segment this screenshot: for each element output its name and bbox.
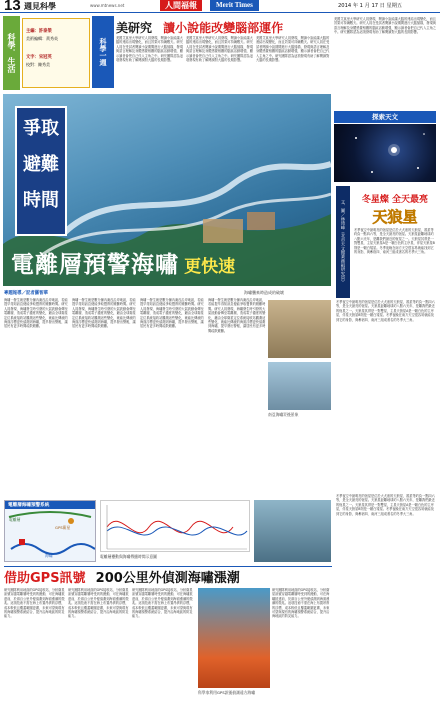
story1-title: 讀小說能改變腦部運作 [163, 21, 284, 35]
tsunami-photo-3 [268, 362, 331, 410]
masthead: 人間福報 [160, 0, 202, 11]
tsunami-photo-2 [268, 300, 331, 358]
sky-photo [334, 124, 436, 182]
vertical-title-3: 時間 [23, 190, 59, 211]
story1-body-col1: 美國艾莫里大學研究人員發現，閱讀小說能讓大腦的連結出現變化，而且效果可持續數天。研究人員在受試者閱讀小說期間進行大腦掃描，發現與語言理解及身體感覺相關的腦區活動增強，顯示讀者會把自己代入主角之中。研究團隊認為這項發現有助了解閱讀對大腦的長期影響。 [116, 36, 183, 63]
story3-body-col2: 研究團隊利用地面的GPS接收站，分析衛星訊號穿越電離層時受到的擾動，可在海嘯抵達前，於兩百公里外便偵測到海面漲潮的徵兆。這項技術不需在海上布置昂貴的浮標，成本較低且覆蓋範圍更廣，未來可望與現有的海嘯預警系統結合，提升沿海地區的防災能力。 [68, 588, 129, 619]
diagram-label-tsunami: 海嘯 [45, 553, 53, 558]
diagram-label-gps: GPS衛星 [55, 525, 71, 530]
credit-writer: 文字：宋冠英 [26, 55, 52, 60]
credit-designer: 美術編輯：黃秀英 [26, 36, 58, 41]
diagram-box [4, 500, 96, 562]
wave-chart-art [101, 501, 251, 553]
sky-headline-1: 冬星燦 全天最亮 [361, 195, 429, 205]
side-section-strip [3, 16, 20, 90]
story2-body-col2: 海嘯一發生就是數分鐘內淹沒沿岸地區，若能提早得知訊息便能爭取寶貴的避難時間。研究人員發現，海嘯發生時引發的大氣波動會傳至電離層，造成電子濃度的變化，藉由全球衛星定位系統接收站觀測這些變化，就能比傳統的海面浮標更快偵測到海嘯，提早發出警報，讓居民有更多時間疏散避難。 [72, 298, 136, 329]
story3-body-col3: 研究團隊利用地面的GPS接收站，分析衛星訊號穿越電離層時受到的擾動，可在海嘯抵達前，於兩百公里外便偵測到海面漲潮的徵兆。這項技術不需在海上布置昂貴的浮標，成本較低且覆蓋範圍更廣，未來可望與現有的海嘯預警系統結合，提升沿海地區的防災能力。 [132, 588, 193, 619]
sky-body-1: 冬季夜空中最明亮的恆星是位於大犬座的天狼星，視星等約負一點四六等，是全天最亮的恆星。天狼星距離地球約八點六光年，是離我們最近的恆星之一。天狼星其實是一對雙星，主星天狼星A是一顆白色的主序星，伴星天狼星B則是一顆白矮星。冬季夜晚在南方天空很容易就能找到它的身影，與參宿四、南河三組成著名的冬季大三角。 [354, 228, 435, 255]
sky-headline-2: 天狼星 [372, 208, 418, 226]
story2-body-col1: 海嘯一發生就是數分鐘內淹沒沿岸地區，若能提早得知訊息便能爭取寶貴的避難時間。研究人員發現，海嘯發生時引發的大氣波動會傳至電離層，造成電子濃度的變化，藉由全球衛星定位系統接收站觀測這些變化，就能比傳統的海面浮標更快偵測到海嘯，提早發出警報，讓居民有更多時間疏散避難。 [4, 298, 68, 329]
story3-tag: 借助GPS訊號 [4, 571, 86, 586]
story3-photo [198, 588, 270, 688]
section-tag-label: 科學一週 [99, 38, 107, 66]
masthead-en: Merit Times [210, 0, 259, 11]
story2-body-col3: 海嘯一發生就是數分鐘內淹沒沿岸地區，若能提早得知訊息便能爭取寶貴的避難時間。研究人員發現，海嘯發生時引發的大氣波動會傳至電離層，造成電子濃度的變化，藉由全球衛星定位系統接收站觀測這些變化，就能比傳統的海面浮標更快偵測到海嘯，提早發出警報，讓居民有更多時間疏散避難。 [140, 298, 204, 329]
sky-author: 文．圖／林琦峰（北市天文館業務組研究員） [341, 200, 346, 284]
site-url: www.mtnews.net [90, 3, 125, 8]
right-top-body: 美國艾莫里大學研究人員發現，閱讀小說能讓大腦的連結出現變化，而且效果可持續數天。研究人員在受試者閱讀小說期間進行大腦掃描，發現與語言理解及身體感覺相關的腦區活動增強，顯示讀者會把自己代入主角之中。研究團隊認為這項發現有助了解閱讀對大腦的長期影響。 [334, 17, 436, 35]
wave-chart [100, 500, 250, 552]
credit-proof: 校對：陳秀美 [26, 62, 50, 67]
vertical-title-box [15, 106, 67, 236]
story3-body-col1: 研究團隊利用地面的GPS接收站，分析衛星訊號穿越電離層時受到的擾動，可在海嘯抵達前，於兩百公里外便偵測到海面漲潮的徵兆。這項技術不需在海上布置昂貴的浮標，成本較低且覆蓋範圍更廣，未來可望與現有的海嘯預警系統結合，提升沿海地區的防災能力。 [4, 588, 65, 619]
sky-column-header [334, 111, 436, 123]
hero-photo [3, 94, 331, 286]
photo-caption-2: 南亞海嘯災後景象 [268, 412, 299, 417]
section-name: 週見科學 [24, 2, 56, 11]
diagram-label-ionosphere: 電離層 [9, 517, 21, 522]
issue-date: 2014 年 1 月 17 日 星期五 [338, 3, 403, 9]
story2-title-main: 電離層預警海嘯 [11, 252, 179, 278]
story1-headline [116, 17, 332, 33]
credit-editor: 主編：許泰榮 [26, 29, 52, 34]
story2-byline: 專題報導／記者羅智華 [4, 291, 48, 296]
sky-vertical-author [336, 186, 350, 298]
story1-kicker: 美研究 [116, 21, 153, 35]
side-section-label: 科學．生活 [7, 33, 16, 73]
page-header [0, 0, 440, 13]
sky-body-2: 冬季夜空中最明亮的恆星是位於大犬座的天狼星，視星等約負一點四六等，是全天最亮的恆星。天狼星距離地球約八點六光年，是離我們最近的恆星之一。天狼星其實是一對雙星，主星天狼星A是一顆白色的主序星，伴星天狼星B則是一顆白矮星。冬季夜晚在南方天空很容易就能找到它的身影，與參宿四、南河三組成著名的冬季大三角。 [336, 300, 435, 322]
photo-caption-1: 海嘯襲來時造成的破壞 [244, 290, 284, 295]
tsunami-photo-4 [254, 500, 331, 562]
story2-body-col4: 海嘯一發生就是數分鐘內淹沒沿岸地區，若能提早得知訊息便能爭取寶貴的避難時間。研究人員發現，海嘯發生時引發的大氣波動會傳至電離層，造成電子濃度的變化，藉由全球衛星定位系統接收站觀測這些變化，就能比傳統的海面浮標更快偵測到海嘯，提早發出警報，讓居民有更多時間疏散避難。 [208, 298, 266, 333]
sky-photo-art [334, 124, 436, 182]
story1-body-col2: 美國艾莫里大學研究人員發現，閱讀小說能讓大腦的連結出現變化，而且效果可持續數天。研究人員在受試者閱讀小說期間進行大腦掃描，發現與語言理解及身體感覺相關的腦區活動增強，顯示讀者會把自己代入主角之中。研究團隊認為這項發現有助了解閱讀對大腦的長期影響。 [186, 36, 253, 63]
wave-chart-caption: 電離層擾動與海嘯傳播時間示意圖 [100, 554, 157, 559]
story2-title-tail: 更快速 [184, 257, 236, 277]
page-number: 13 [4, 0, 21, 14]
story2-headline [11, 246, 327, 280]
story3-caption: 科學家利用GPS訊號偵測遠方海嘯 [198, 690, 256, 695]
sky-column-title: 探索天文 [372, 113, 398, 121]
section-tag [92, 16, 114, 88]
story3-body-col4: 研究團隊利用地面的GPS接收站，分析衛星訊號穿越電離層時受到的擾動，可在海嘯抵達前，於兩百公里外便偵測到海面漲潮的徵兆。這項技術不需在海上布置昂貴的浮標，成本較低且覆蓋範圍更廣，未來可望與現有的海嘯預警系統結合，提升沿海地區的防災能力。 [272, 588, 330, 619]
credits-box [22, 18, 90, 88]
sky-body-3: 冬季夜空中最明亮的恆星是位於大犬座的天狼星，視星等約負一點四六等，是全天最亮的恆星。天狼星距離地球約八點六光年，是離我們最近的恆星之一。天狼星其實是一對雙星，主星天狼星A是一顆白色的主序星，伴星天狼星B則是一顆白矮星。冬季夜晚在南方天空很容易就能找到它的身影，與參宿四、南河三組成著名的冬季大三角。 [336, 494, 435, 516]
story3-title: 200公里外偵測海嘯漲潮 [95, 571, 240, 586]
story1-body-col3: 美國艾莫里大學研究人員發現，閱讀小說能讓大腦的連結出現變化，而且效果可持續數天。研究人員在受試者閱讀小說期間進行大腦掃描，發現與語言理解及身體感覺相關的腦區活動增強，顯示讀者會把自己代入主角之中。研究團隊認為這項發現有助了解閱讀對大腦的長期影響。 [256, 36, 330, 63]
story3-headline [4, 566, 332, 584]
vertical-title-1: 爭取 [23, 118, 59, 139]
diagram-title: 電離層海嘯預警系統 [5, 501, 95, 509]
vertical-title-2: 避難 [23, 154, 59, 175]
